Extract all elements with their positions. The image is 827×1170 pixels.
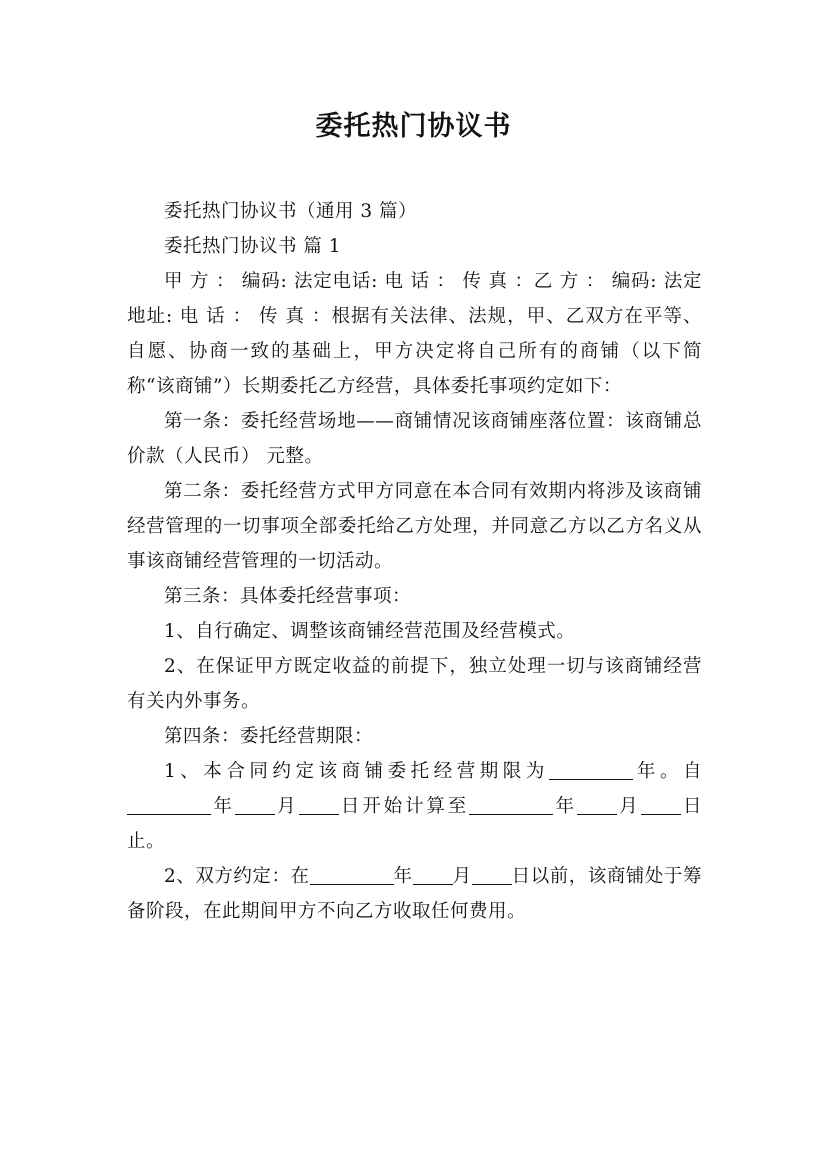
text-fragment: 年。自 [632,761,702,782]
blank-line [469,796,553,816]
article-4-item-1 [127,754,702,859]
blank-line [641,796,681,816]
article-4-heading: 第四条：委托经营期限： [164,726,374,747]
text-fragment: 日以前，该商铺处于筹备阶段，在此期间甲方不向乙方收取任何费用。 [127,866,702,922]
document-body [127,194,702,929]
text-fragment: 日开始计算至 [338,796,470,817]
text-fragment: 月 [452,866,472,887]
blank-line [549,761,633,781]
text-fragment: 年 [211,796,235,817]
section-heading: 委托热门协议书 篇 1 [164,236,342,257]
text-fragment: 日止。 [127,796,702,852]
text-fragment: 2、双方约定：在 [164,866,310,887]
blank-line [299,796,339,816]
blank-line [310,866,394,886]
article-4-item-2 [127,859,702,929]
subtitle: 委托热门协议书（通用 3 篇） [164,201,418,222]
text-fragment: 月 [616,796,641,817]
text-fragment: 1、本合同约定该商铺委托经营期限为 [164,761,549,782]
blank-line [472,866,512,886]
article-2: 第二条：委托经营方式甲方同意在本合同有效期内将涉及该商铺经营管理的一切事项全部委托给乙方处理，并同意乙方以乙方名义从事该商铺经营管理的一切活动。 [127,481,702,572]
article-1: 第一条：委托经营场地——商铺情况该商铺座落位置：该商铺总价款（人民币） 元整。 [127,411,702,467]
text-fragment: 年 [393,866,413,887]
text-fragment: 年 [553,796,577,817]
blank-line [235,796,275,816]
article-3-heading: 第三条：具体委托经营事项： [164,586,412,607]
text-fragment: 月 [274,796,299,817]
article-3-item-1: 1、自行确定、调整该商铺经营范围及经营模式。 [164,621,576,642]
blank-line [413,866,453,886]
blank-line [577,796,617,816]
blank-line [127,796,211,816]
document-title: 委托热门协议书 [315,111,512,142]
article-3-item-2: 2、在保证甲方既定收益的前提下，独立处理一切与该商铺经营有关内外事务。 [127,656,702,712]
parties-paragraph: 甲 方 ： 编码: 法定电话: 电 话 ： 传 真 ：乙 方 ： 编码: 法定地址: 电 话 ： 传 真 ：根据有关法律、法规，甲、乙双方在平等、自愿、协商一致的基础上，甲方决定将自己所有的商铺（以下简称“该商铺”）长期委托乙方经营，具体委托事项约定如下： [127,271,702,397]
